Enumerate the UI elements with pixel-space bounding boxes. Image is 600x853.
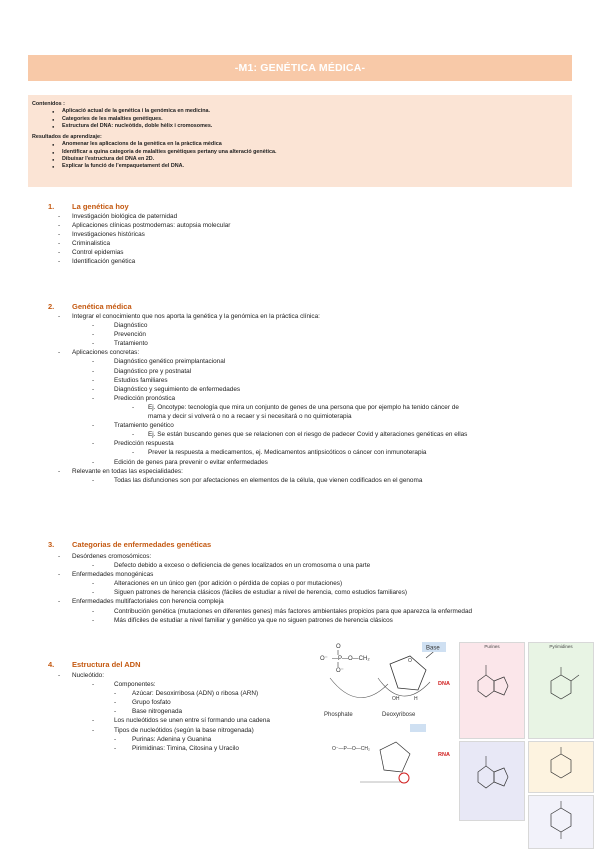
list-item: - Desórdenes cromosómicos: bbox=[58, 552, 472, 561]
list-item: - Nucleótido: bbox=[58, 671, 270, 680]
adenine-structure-icon bbox=[460, 643, 524, 733]
list-item: - Enfermedades monogénicas bbox=[58, 570, 472, 579]
list-item: - Defecto debido a exceso o deficiencia de genes localizados en un cromosoma o una parte bbox=[58, 561, 472, 570]
list-item: ● Anomenar les aplicacions de la genètica en la pràctica mèdica bbox=[62, 141, 572, 148]
list-item: - Componentes: bbox=[58, 680, 270, 689]
pyrimidine-card bbox=[528, 642, 594, 739]
purines-label: Purines bbox=[484, 644, 500, 649]
list-item: - Siguen patrones de herencia clásicos (fáciles de estudiar a nivel de herencia, como estudios familiares) bbox=[58, 588, 472, 597]
list-item: - Aplicaciones clínicas postmodernas: autopsia molecular bbox=[58, 221, 230, 230]
list-item: - Tratamiento genético bbox=[58, 421, 467, 430]
section-heading-4: 4. Estructura del ADN bbox=[48, 660, 141, 669]
list-item: - Tratamiento bbox=[58, 339, 467, 348]
list-item: ● Dibuixar l'estructura del DNA en 2D. bbox=[62, 156, 572, 163]
contents-box bbox=[28, 95, 572, 187]
section-heading-3: 3. Categorias de enfermedades genéticas bbox=[48, 540, 212, 549]
list-item: ● Explicar la funció de l'empaquetament del DNA. bbox=[62, 163, 572, 170]
uracil-structure-icon bbox=[529, 796, 593, 848]
contents-list bbox=[32, 108, 572, 130]
list-item: - Identificación genética bbox=[58, 257, 230, 266]
section-heading-2: 2. Genética médica bbox=[48, 302, 132, 311]
list-item: - Azúcar: Desoxirribosa (ADN) o ribosa (ARN) bbox=[58, 689, 270, 698]
list-item: - Predicción pronóstica bbox=[58, 394, 467, 403]
oh-label: OH bbox=[392, 696, 400, 702]
list-item: - Integrar el conocimiento que nos aporta la genética y la genómica en la práctica clínica: bbox=[58, 312, 467, 321]
list-item: - Prever la respuesta a medicamentos, ej. Medicamentos antipsicóticos o cáncer con inmunoterapia bbox=[58, 448, 467, 457]
svg-text:O⁻: O⁻ bbox=[336, 668, 344, 674]
list-item: - Base nitrogenada bbox=[58, 707, 270, 716]
list-item: - Más difíciles de estudiar a nivel familiar y genético ya que no siguen patrones de herencia clásicos bbox=[58, 616, 472, 625]
list-item: - Aplicaciones concretas: bbox=[58, 348, 467, 357]
list-item: - Enfermedades multifactoriales con herencia compleja bbox=[58, 597, 472, 606]
list-item: - Predicción respuesta bbox=[58, 439, 467, 448]
base-label: Base bbox=[426, 645, 440, 652]
section-heading-1: 1. La genética hoy bbox=[48, 202, 129, 211]
list-item: - Tipos de nucleótidos (según la base nitrogenada) bbox=[58, 726, 270, 735]
phosphate-label: Phosphate bbox=[324, 712, 353, 718]
list-item: - Diagnóstico pre y postnatal bbox=[58, 367, 467, 376]
list-item: - Edición de genes para prevenir o evitar enfermedades bbox=[58, 458, 467, 467]
contents-heading: Contenidos : bbox=[32, 101, 65, 107]
dna-label: DNA bbox=[438, 681, 450, 687]
list-item: ● Aplicació actual de la genética i la genómica en medicina. bbox=[62, 108, 572, 115]
list-item: - Investigación biológica de paternidad bbox=[58, 212, 230, 221]
list-item: ● Estructura del DNA: nucleòtids, doble hèlix i cromosomes. bbox=[62, 123, 572, 130]
list-item: - Criminalistica bbox=[58, 239, 230, 248]
nucleotide-structure-diagram bbox=[318, 640, 458, 718]
list-item-continuation: mama y decir si volverá o no a recaer y si necesitará o no quimioterapia bbox=[148, 413, 352, 421]
list-item: - Ej. Se están buscando genes que se relacionen con el riesgo de padecer Covid y alteraciones genéticas en ellas bbox=[58, 430, 467, 439]
pyrimidines-label: Pyrimidines bbox=[549, 644, 573, 649]
svg-text:O⁻: O⁻ bbox=[320, 656, 328, 662]
list-item: - Diagnóstico bbox=[58, 321, 467, 330]
uracil-card bbox=[528, 795, 594, 849]
cytosine-card bbox=[528, 741, 594, 793]
list-item: - Todas las disfunciones son por afectaciones en elementos de la célula, que vienen codificados en el genoma bbox=[58, 476, 467, 485]
list-item: ● Identificar a quina categoria de malalties genètiques pertany una alteració genètica. bbox=[62, 149, 572, 156]
cytosine-structure-icon bbox=[529, 742, 593, 792]
guanine-card bbox=[459, 741, 525, 821]
list-item: - Prevención bbox=[58, 330, 467, 339]
list-item: - Ej. Oncotype: tecnología que mira un conjunto de genes de una persona que por ejemplo ha tenido cáncer de bbox=[58, 403, 467, 412]
list-item: - Estudios familiares bbox=[58, 376, 467, 385]
section-3-body bbox=[58, 552, 472, 625]
deoxyribose-label: Deoxyribose bbox=[382, 712, 416, 718]
results-heading: Resultados de aprendizaje: bbox=[32, 134, 102, 141]
list-item: - Los nucleótidos se unen entre sí formando una cadena bbox=[58, 716, 270, 725]
list-item: ● Categories de les malalties genétiques. bbox=[62, 116, 572, 123]
svg-text:O: O bbox=[408, 658, 412, 664]
results-list bbox=[32, 141, 572, 170]
purine-card bbox=[459, 642, 525, 739]
list-item: - Grupo fosfato bbox=[58, 698, 270, 707]
section-4-body bbox=[58, 671, 270, 753]
section-2-body bbox=[58, 312, 467, 485]
rna-structure-diagram bbox=[330, 720, 440, 790]
list-item: - Alteraciones en un único gen (por adición o pérdida de copias o por mutaciones) bbox=[58, 579, 472, 588]
rna-label: RNA bbox=[438, 752, 450, 758]
list-item: - Control epidemias bbox=[58, 248, 230, 257]
guanine-structure-icon bbox=[460, 742, 524, 820]
list-item: - Pirimidinas: Timina, Citosina y Uracilo bbox=[58, 744, 270, 753]
svg-text:—P—O—CH₂: —P—O—CH₂ bbox=[332, 656, 370, 662]
page-title: -M1: GENÉTICA MÉDICA- bbox=[234, 62, 366, 74]
section-1-body bbox=[58, 212, 230, 267]
list-item: - Diagnóstico genético preimplantacional bbox=[58, 357, 467, 366]
list-item: - Purinas: Adenina y Guanina bbox=[58, 735, 270, 744]
h-label: H bbox=[414, 696, 418, 702]
title-banner bbox=[28, 55, 572, 81]
list-item: - Relevante en todas las especialidades: bbox=[58, 467, 467, 476]
thymine-structure-icon bbox=[529, 643, 593, 733]
list-item: - Diagnóstico y seguimiento de enfermedades bbox=[58, 385, 467, 394]
list-item: - Contribución genética (mutaciones en diferentes genes) más factores ambientales propicios para que aparezca la enfermedad bbox=[58, 607, 472, 616]
list-item: - Investigaciones históricas bbox=[58, 230, 230, 239]
svg-text:O: O bbox=[336, 644, 341, 650]
svg-text:O⁻—P—O—CH₂: O⁻—P—O—CH₂ bbox=[332, 746, 370, 752]
